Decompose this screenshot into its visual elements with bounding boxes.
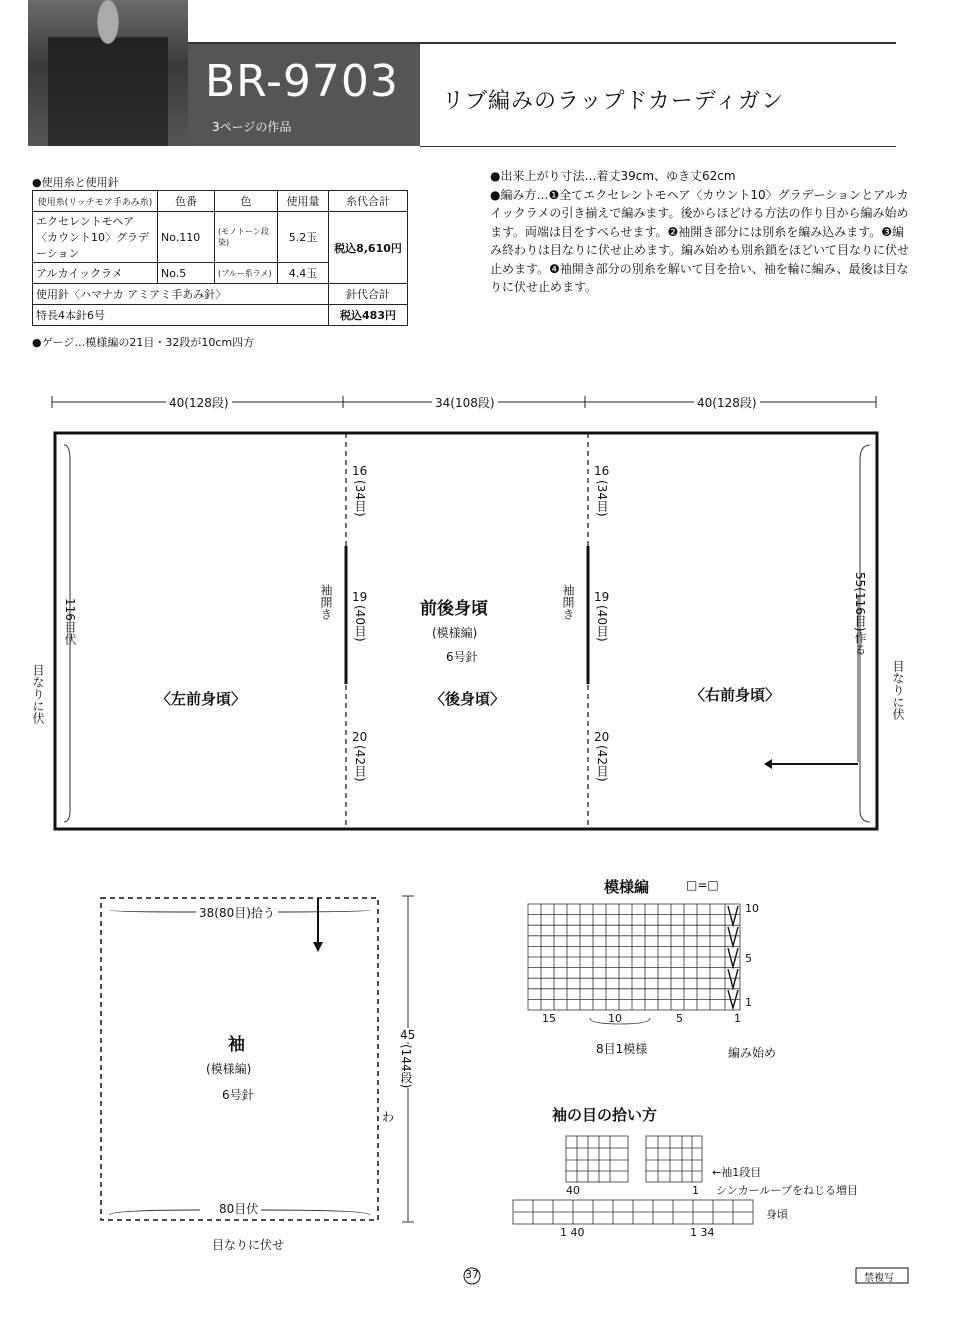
col-amount: 使用量 bbox=[278, 191, 329, 212]
col-total: 糸代合計 bbox=[329, 191, 408, 212]
pickup-body-label: 身頃 bbox=[766, 1208, 788, 1221]
body-needle: 6号針 bbox=[446, 650, 478, 664]
sleeve-pickup: 38(80目)拾う bbox=[196, 904, 278, 921]
col-yarn: 使用糸(リッチモア手あみ糸) bbox=[33, 191, 158, 212]
page-ref: 3ページの作品 bbox=[212, 120, 292, 134]
finished-size: ●出来上がり寸法…着丈39cm、ゆき丈62cm bbox=[490, 169, 736, 183]
sleeve-round: わ bbox=[382, 1110, 395, 1124]
seg-bot-right: 20 bbox=[594, 730, 610, 744]
seg-top-left: 16 bbox=[352, 464, 368, 478]
sleeve-opening-right: 袖開き bbox=[561, 584, 575, 620]
needle-total-label: 針代合計 bbox=[329, 284, 408, 305]
yarn-color: (モノトーン段染) bbox=[215, 212, 278, 263]
chart-title: 模様編 bbox=[604, 878, 650, 896]
col-1: 1 bbox=[734, 1012, 741, 1025]
yarn-amount: 4.4玉 bbox=[278, 263, 329, 284]
seg-top-right: 16 bbox=[594, 464, 610, 478]
left-front-label: 〈左前身頃〉 bbox=[156, 690, 247, 708]
col-num: 色番 bbox=[158, 191, 215, 212]
sleeve-pattern: (模様編) bbox=[206, 1062, 252, 1076]
pickup-row-label: ←袖1段目 bbox=[712, 1166, 762, 1179]
seg-bot-left: 20 bbox=[352, 730, 368, 744]
sleeve-height-sub: (144段) bbox=[399, 1044, 413, 1089]
sleeve-bind-off: 80目伏 bbox=[216, 1200, 261, 1217]
copy-prohibited-tag: 禁複写 bbox=[864, 1273, 894, 1284]
seg-bot-left-sub: (42目) bbox=[353, 745, 367, 782]
sleeve-height: 45 bbox=[400, 1028, 416, 1042]
page-number: 37 bbox=[465, 1268, 479, 1281]
needle-value: 特長4本針6号 bbox=[33, 305, 329, 326]
pickup-increase-label: シンカーループをねじる増目 bbox=[716, 1184, 858, 1197]
pickup-n1-34: 1 34 bbox=[690, 1226, 715, 1239]
yarn-total: 税込8,610円 bbox=[329, 212, 408, 284]
width-left: 40(128段) bbox=[166, 394, 232, 411]
right-front-label: 〈右前身頃〉 bbox=[690, 686, 781, 704]
seg-top-left-sub: (34目) bbox=[353, 480, 367, 517]
seg-mid-left: 19 bbox=[352, 590, 368, 604]
yarn-num: No.5 bbox=[158, 263, 215, 284]
sleeve-needle: 6号針 bbox=[222, 1088, 254, 1102]
seg-mid-left-sub: (40目) bbox=[353, 605, 367, 642]
left-edge-stitches: 116目伏 bbox=[63, 598, 77, 645]
pickup-n1: 1 bbox=[692, 1184, 699, 1197]
pickup-title: 袖の目の拾い方 bbox=[552, 1106, 658, 1124]
knitting-method: ●編み方…❶全てエクセレントモヘア〈カウント10〉グラデーションとアルカイックラメの引き揃えで編みます。後からほどける方法の作り目から編み始めます。両端は目をすべらせます。❷袖開き部分には別糸を編み込みます。❸編み終わりは目なりに伏せ止めます。編み始めも別糸鎖をほどいて目なりに伏せ止めます。❹袖開き部分の別糸を解いて目を拾い、袖を輪に編み、最後は目なりに伏せ止めます。 bbox=[490, 187, 910, 294]
col-10: 10 bbox=[608, 1012, 622, 1025]
needle-label: 使用針〈ハマナカ アミアミ手あみ針〉 bbox=[33, 284, 329, 305]
pickup-n40: 40 bbox=[566, 1184, 580, 1197]
sleeve-bind-note: 目なりに伏せ bbox=[212, 1238, 285, 1252]
needle-total: 税込483円 bbox=[329, 305, 408, 326]
right-edge-stitches: 55(116目)作る bbox=[853, 572, 867, 656]
sleeve-opening-left: 袖開き bbox=[319, 584, 333, 620]
seg-bot-right-sub: (42目) bbox=[595, 745, 609, 782]
yarn-name: エクセレントモヘア〈カウント10〉グラデーション bbox=[33, 212, 158, 263]
body-pattern: (模様編) bbox=[432, 626, 478, 640]
left-bind-note: 目なりに伏 bbox=[31, 664, 45, 724]
width-right: 40(128段) bbox=[694, 394, 760, 411]
col-15: 15 bbox=[542, 1012, 556, 1025]
page-title: リブ編みのラップドカーディガン bbox=[442, 89, 785, 114]
materials-heading: ●使用糸と使用針 bbox=[32, 176, 119, 189]
row-5: 5 bbox=[745, 952, 752, 965]
col-color: 色 bbox=[215, 191, 278, 212]
row-10: 10 bbox=[745, 902, 759, 915]
seg-mid-right-sub: (40目) bbox=[595, 605, 609, 642]
sleeve-title: 袖 bbox=[228, 1035, 245, 1055]
col-5: 5 bbox=[676, 1012, 683, 1025]
yarn-num: No.110 bbox=[158, 212, 215, 263]
back-label: 〈後身頃〉 bbox=[430, 690, 506, 708]
body-title: 前後身頃 bbox=[420, 599, 488, 619]
right-bind-note: 目なりに伏 bbox=[891, 660, 905, 720]
seg-top-right-sub: (34目) bbox=[595, 480, 609, 517]
start-note: 編み始め bbox=[728, 1046, 777, 1060]
width-back: 34(108段) bbox=[432, 394, 498, 411]
seg-mid-right: 19 bbox=[594, 590, 610, 604]
yarn-color: (ブルー系ラメ) bbox=[215, 263, 278, 284]
yarn-name: アルカイックラメ bbox=[33, 263, 158, 284]
repeat-note: 8目1模様 bbox=[596, 1042, 648, 1056]
pickup-n1-40: 1 40 bbox=[560, 1226, 585, 1239]
yarn-amount: 5.2玉 bbox=[278, 212, 329, 263]
row-1: 1 bbox=[745, 996, 752, 1009]
chart-legend: □=□ bbox=[686, 878, 719, 892]
pattern-code: BR-9703 bbox=[205, 56, 399, 107]
gauge: ●ゲージ…模様編の21目・32段が10cm四方 bbox=[32, 336, 255, 349]
